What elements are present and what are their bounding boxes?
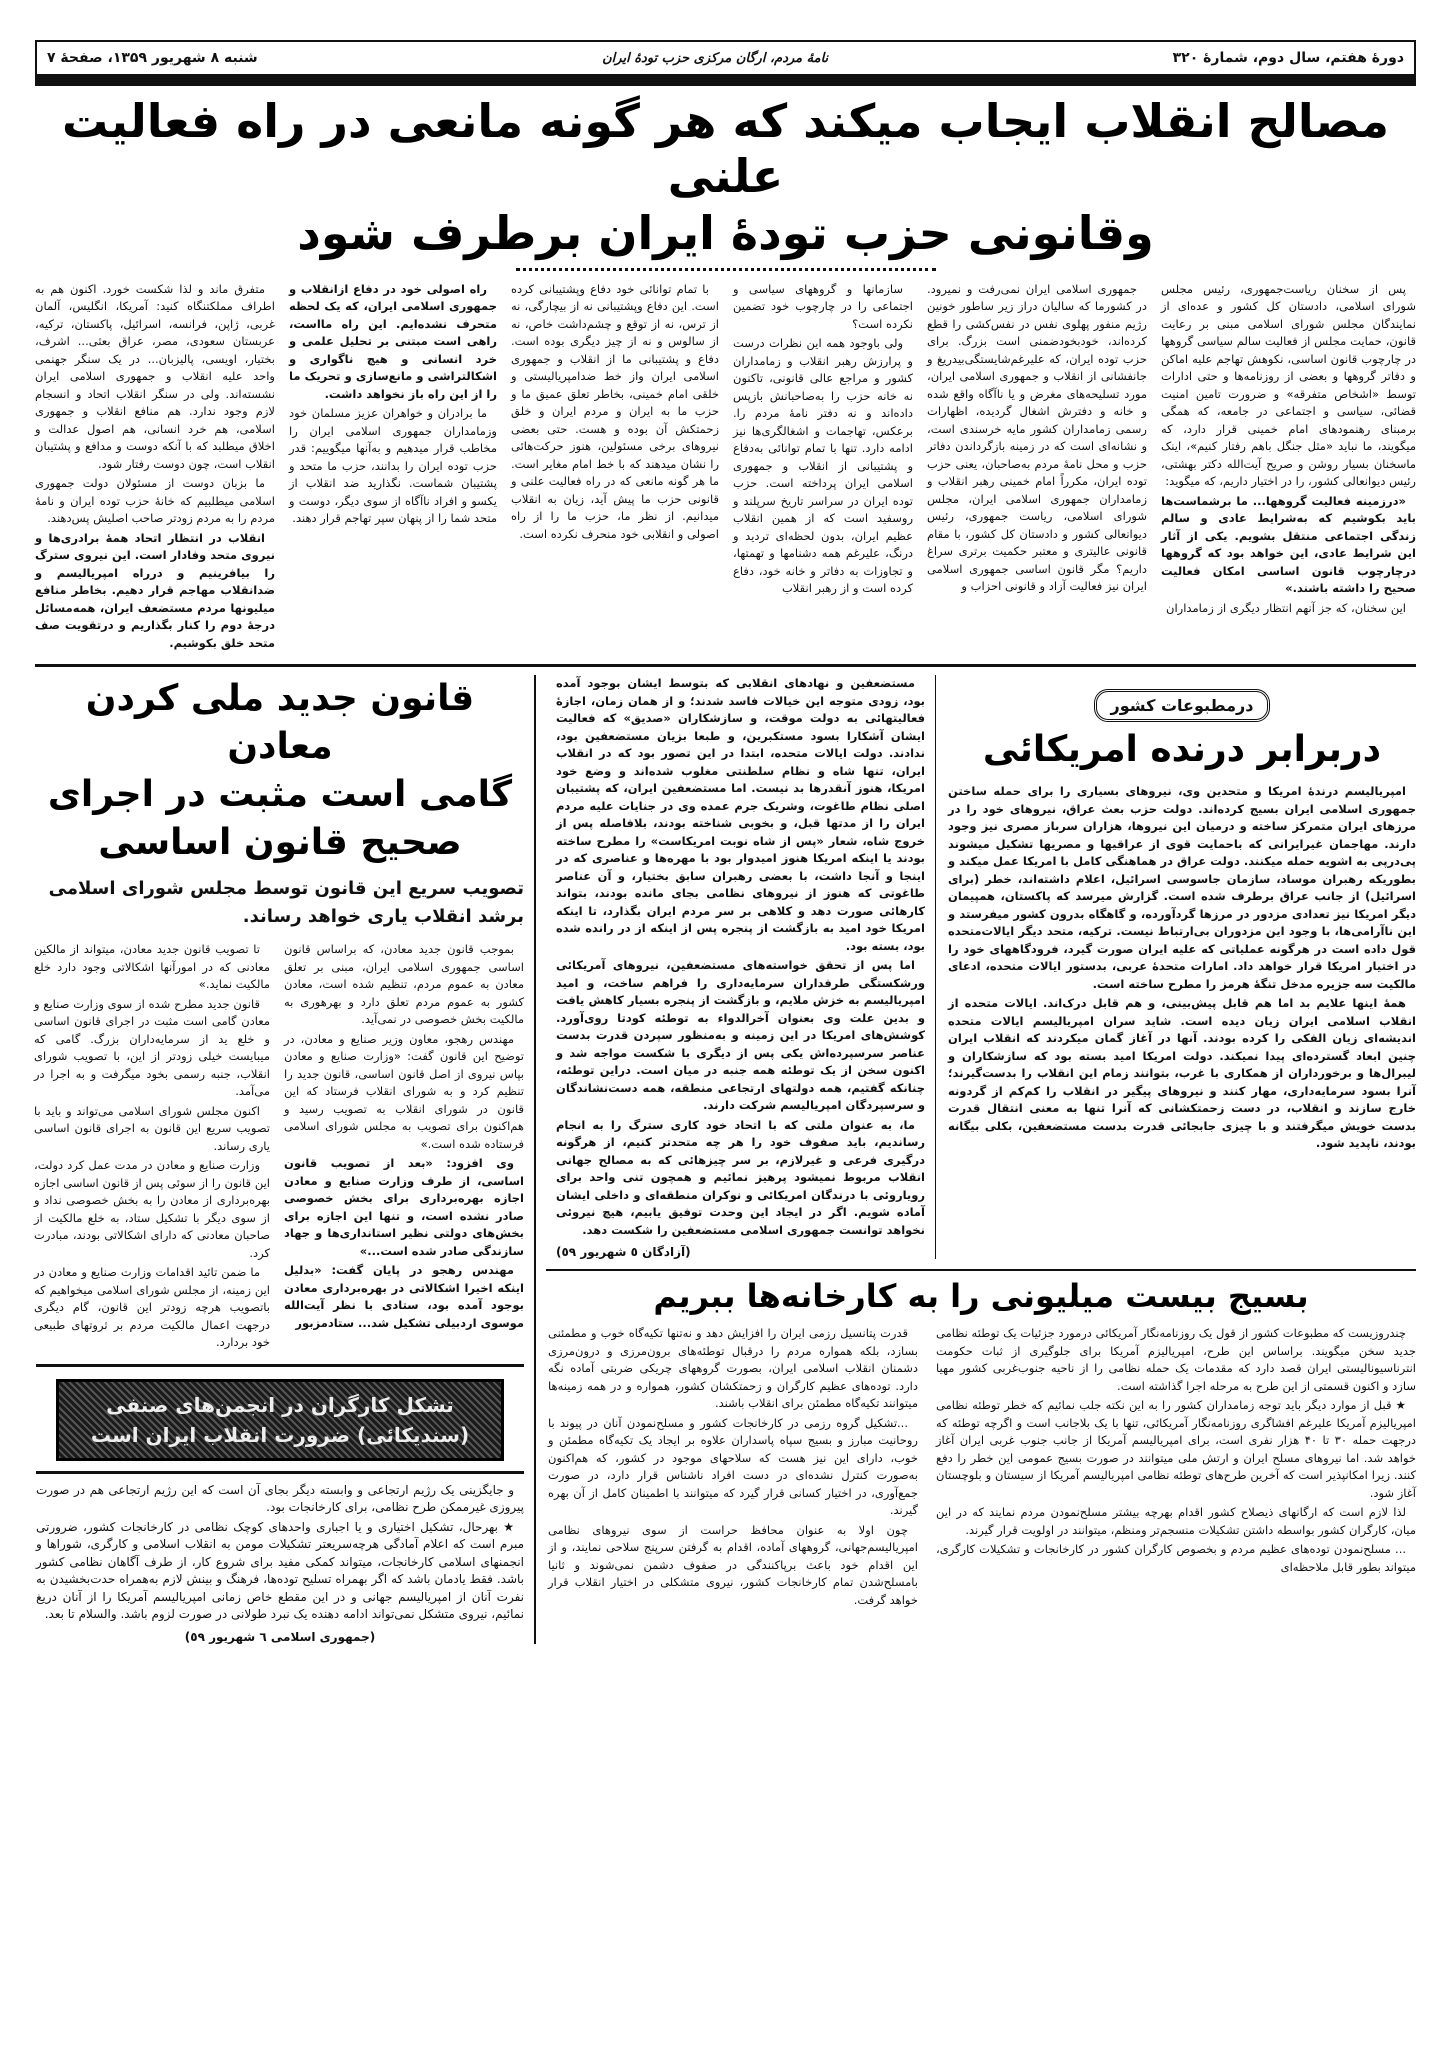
paragraph: ★ قبل از موارد دیگر باید توجه زمامداران کشور را به این نکته جلب نمائیم که خطر توطئه نظامی امپریالیزم آمریکا علیرغم افشاگری روزنامه‌نگار آمریکائی، تنها با یک بلاجانب است و اگرچه توطئه که درجهت حمله ۳۰ تا ۴۰ هزار نفری است، برای امپریالیسم آمریکا از جانب جنوب غربی ایران آغاز خواهد شد. اما نیروهای مسلح ایران و ارتش ملی میتوانند در صورت بسیج عمومی این خطر را دفع کنند. زیرا امکانپذیر است که آخرین طرح‌های توطئه نظامی امپریالیسم آمریکا از سیستان و بلوچستان آغاز شود. [936,1398,1416,1500]
lead-columns [35,281,1416,655]
mobilize-column-left [548,1325,918,1611]
paragraph: مهندس رهجو، معاون وزیر صنایع و معادن، در توضیح این قانون گفت: «وزارت صنایع و معادن بپاس نیروی از اصل قانون اساسی، قانون جدید را تنظیم کرد و به شورای انقلاب فرستاد که این قانون در شورای انقلاب به تصویب رسید و هم‌اکنون برای تصویب به مجلس شورای اسلامی فرستاده شده است.» [284,1031,524,1151]
lead-column-2 [927,281,1147,598]
press-headline: دربرابر درنده امریکائی [982,729,1382,771]
newspaper-title: نامهٔ مردم، ارگان مرکزی حزب تودهٔ ایران [602,50,829,66]
unions-body [36,1482,524,1624]
paragraph: ...تشکیل گروه رزمی در کارخانجات کشور و مسلح‌نمودن آنان در پیوند با روحانیت مبارز و بسیج سپاه پاسداران علاوه بر ایجاد یک تکیه‌گاه مطمئن و خوب، دارای این نیز هست که سلاحهای موجود در کشور، که هم‌اکنون به‌صورت کنترل نشده‌ای در دست افراد ناشناس قرار دارد، در صورت جمع‌آوری، در اختیار کسانی قرار گیرد که میتوانند با اطمینان کامل از آن بهره گیرند. [548,1415,918,1518]
paragraph: و جایگزینی یک رژیم ارتجاعی و وابسته دیگر بجای آن است که این رژیم ارتجاعی هم در صورت پیروزی غیرممکن طرح نظامی، برای کارخانجات بود. [36,1482,524,1515]
press-section-label: درمطبوعات کشور [1094,689,1271,722]
paragraph: همهٔ اینها علایم بد اما هم قابل پیش‌بینی، و هم قابل درک‌اند. ایالات متحده از انقلاب اسلامی ایران زیان دیده است. شاید سران امپریالیسم ایالات متحده اندیشه‌ای زیان الفکی را کرده بودند. آنها در آغاز گمان میکردند که انقلاب ایران چنین ابعاد گسترده‌ای پیدا نمیکند. دولت امریکا امید بسته بود که سازشکاران و لیبرال‌ها و برخورداران از همکاری با غرب، بتوانند زمام این انقلاب را بدست‌گیرند؛ آنرا بسود سرمایه‌داری، مهار کنند و نیروهای پیگیر در انقلاب را کم‌کم از گردونه خارج سازند و انقلاب، در دست زحمتکشانی که آنرا تنها به معنی انتقال قدرت بدست خویش میگرفتند و با چیزی جابجائی قدرت بدست مستضعفین، بکلی بیگانه بودند، ناپدید شود. [948,996,1416,1151]
paragraph: وزارت صنایع و معادن در مدت عمل کرد دولت، این قانون را از سوئی پس از قانون اساسی اجازه بهره‌برداری از معادن را به بخش خصوصی نداد و از سوی دیگر با تشکیل ستاد، به خلع مالکیت از صاحبان معادنی که دارای اشکالاتی بودند، مبادرت کرد. [34,1158,270,1260]
press-article [936,675,1416,1155]
paragraph: ★ بهرحال، تشکیل اختیاری و یا اجباری واحدهای کوچک نظامی در کارخانجات کشور، ضرورتی مبرم است که اعلام آمادگی هرچه‌سریعتر تشکیلات مومن به انقلاب اسلامی و کارگری، شوراها و انجمنهای اسلامی کارخانجات، میتواند کمکی مفید برای شروع کار، از طرف آگاهان نظامی کشور باشد. فقط یادمان باشد که اگر بهمراه تسلیح توده‌ها، فرهنگ و بینش لازم به‌همراه حدت‌بخشیدن به نفرت آنان از امپریالیسم جهانی و در این مقطع خاص زمانی امپریالیسم آمریکا را از آنان دریغ نمائیم، نیروی متشکل نمی‌تواند ادامه دهنده یک نبرد طولانی در صورت لزوم باشد. والسلام تا بعد. [36,1519,524,1622]
paragraph: مهندس رهجو در پایان گفت: «بدلیل اینکه اخیرا اشکالاتی در بهره‌برداری معادن بوجود آمده بود، ستادی با نظر آیت‌الله موسوی اردبیلی تشکیل شد... ستادمزبور [284,1263,524,1330]
mines-column-right [284,941,524,1334]
lead-column-4 [289,281,719,544]
paragraph: پس از سخنان ریاست‌جمهوری، رئیس مجلس شورای اسلامی، دادستان کل کشور و عده‌ای از نمایندگان مجلس شورای اسلامی مبنی بر رعایت قانون، حمایت مجلس از فعالیت سالم سیاسی گروهها در چارچوب قانون اساسی، نکوهش تهاجم علیه اماکن و دفاتر گروهها و بعضی از روزنامه‌ها و حتی ادارات توسط «اشخاص متفرقه» و ضرورت تامین امنیت قضائی، سیاسی و اجتماعی در جامعه، که همگی برمبنای رهنمودهای امام خمینی قرار دارد، که میگویند، ما نباید «مثل جنگل باهم رفتار کنیم»، اینک ماسخنان بسیار روشن و صریح آیت‌الله دکتر بهشتی، رئیس دیوانعالی کشور، را در اختیار داریم، که میگوید: [1161,281,1416,489]
lead-headline-line1: مصالح انقلاب ایجاب میکند که هر گونه مانعی در راه فعالیت علنی [61,94,1390,204]
paragraph: جمهوری اسلامی ایران نمی‌رفت و نمیرود. در کشورما که سالیان دراز زیر ساطور خونین رژیم منفور پهلوی نفس در نفس‌کشی را قطع کرده‌اند، خودبخودضمنی است بزرگ. برای حزب توده ایران، که علیرغم‌شایستگی‌بیدریغ و جانفشانی از انقلاب و جمهوری اسلامی ایران، مورد تسلیحه‌های مغرض و یا ناآگاه واقع شده و خانه و دفترش اشغال گردیده، اظهارات رسمی زمامداران کشور مایه خرسندی است، و نشانه‌ای است که در زمینه بازگرداندن دفاتر حزب و محل نامهٔ مردم به‌صاحبان، یعنی حزب توده ایران، مکرراً امام خمینی رهبر انقلاب و زمامداران جمهوری اسلامی ایران، مجلس شورای اسلامی، ریاست جمهوری، رئیس دیوانعالی کشور و دادستان کل کشور، با مقام قانونی عالیتری و معتبر حکمیت برتری سراغ داریم؟ مگر قانون اساسی جمهوری اسلامی ایران نیز فعالیت آزاد و قانونی احزاب و [927,281,1147,594]
paragraph: این سخنان، که جز آنهم انتظار دیگری از زمامداران [1166,600,1406,615]
unions-divider [36,1471,524,1474]
paragraph: انقلاب در انتظار اتحاد همهٔ برادری‌ها و نیروی متحد وفادار است. این نیروی سترگ را بیافرینیم و درراه امپریالیسم و ضدانقلاب مهاجم قرار دهیم. بخاطر منافع میلیونها مردم مستضعف ایران، همه‌مسائل درجهٔ دوم را کنار بگذاریم و درتقویت صف متحد خلق بکوشیم. [35,530,275,650]
unions-source: (جمهوری اسلامی ٦ شهریور ٥٩) [184,1629,376,1644]
mobilize-top-rule [546,1269,1416,1271]
press-body [948,783,1416,1153]
paragraph: راه اصولی خود در دفاع ازانقلاب و جمهوری اسلامی ایران، که یک لحظه متحرف نشده‌ایم. این راه مااست، راهی است مبتنی بر تحلیل علمی و خرد انسانی و هیچ ناگواری و اشکالتراشی و مانع‌سازی و تحریک ما را از این راه باز نخواهد داشت. [289,281,497,401]
paragraph: ولی باوجود همه این نظرات درست و پرارزش رهبر انقلاب و زمامداران کشور و مراجع عالی قانونی، تاکنون نه خانه حزب را به‌صاحبانش بازپس داده‌اند و نه دفتر نامهٔ مردم را. برعکس، تهاجمات و اشغالگری‌ها نیز ادامه دارد. تنها با تمام توانائی به‌دفاع و پشتیبانی از انقلاب و جمهوری اسلامی ایران پرداخته است. حزب توده ایران در سراسر تاریخ سرپلند و روسفید است که از همین انقلاب عظیم ایران، بدون لحظه‌ای تردید و درنگ، علیرغم همه دشنامها و تهمتها، و تجاوزات به دفاتر و خانه خود، دفاع کرده است و از رهبر انقلاب [733,336,913,596]
paragraph: مستضعفین و نهادهای انقلابی که بتوسط ایشان بوجود آمده بود، زودی متوجه این خیالات فاسد شدند؛ و از همان زمان، اجازهٔ فعالیتهائی به دولت موقت، و سازشکاران «صدیق» که فعالیت ایشان آشکارا بسود مستکبرین، و طبعا بزیان مستضعفین بود، ندادند. دولت ایالات متحده، ابتدا در این تصور بود که در انقلاب ایران، تنها شاه و نظام سلطنتی مغلوب شده‌اند و وضع خود امریکا، هنوز آنقدرها بد نیست. اما مستضعفین ایران، که پشتیبان اصلی نظام طاغوت، وشریک جرم عمده وی در جنایات علیه مردم ایران را از مدتها قبل، و بخوبی شناخته بودند، بلافاصله پس از خروج شاه، شعار «پس از شاه نوبت امریکاست» را مطرح ساخته بودند یا اینکه امریکا هنوز امیدوار بود با مهره‌ها و عناصری که در اینجا و آنجا داشت، با بعضی رهبران سابق بختیار، و آن عناصر طاغوتی که هنوز از نیروهای نظامی بجای مانده بودند، بتواند کارهائی صورت دهد و کلاهی بر سر مردم ایران بگذارد، تا اینکه امریکا خود امید به بازگشت از پنجره پس از اینکه از در رانده شده بود، بسته بود. [556,676,925,953]
mobilize-column-right [936,1325,1416,1578]
text-line: صحیح قانون اساسی [98,822,462,864]
column-row [546,675,1416,1259]
paragraph: ما ضمن تائید اقدامات وزارت صنایع و معادن در این زمینه، از مجلس شورای اسلامی میخواهیم که باتصویب هرچه زودتر این قانون، گام دیگری درجهت اعمال مالکیت مردم بر ثروتهای طبیعی خود بردارد. [34,1265,270,1350]
paragraph: چندروزیست که مطبوعات کشور از قول یک روزنامه‌نگار آمریکائی درمورد جزئیات یک توطئه نظامی جدید سخن میگویند. براساس این طرح، امپریالیزم آمریکا برای جلوگیری از ثبات حکومت انترناسیونالیستی ایران قصد دارد که مقدمات یک حمله نظامی را از ناحیه جنوب‌غربی کشور مهیا سازد و اکنون قسمتی از این طرح به مرحله اجرا گذاشته است. [936,1326,1416,1393]
paragraph: تا تصویب قانون جدید معادن، میتواند از مالکین معادنی که در امورآنها اشکالاتی وجود دارد خلع مالکیت نماید.» [34,942,270,992]
paragraph: اما پس از تحقق خواسته‌های مستضعفین، نیروهای آمریکائی ورشکستگی طرفداران سرمایه‌داری را فراهم ساخت، و امید امپریالیسم به خزش ملایم، و بازگشت از پنجره بسیار کاهش یافت و بدین علت وی بعنوان آخرالدواء به توطئه کودتا روی‌آورد. کوشش‌های امریکا در این زمینه و به‌منظور سپردن قدرت بدست عناصر سرسپرده‌اش یکی پس از دیگری با شکست مواجه شد و اکنون سخن از یک توطئه همه جنبه در میان است. دراین توطئه، چنانکه گفتیم، همه دولتهای ارتجاعی منطقه، همه دست‌نشاندگان و سرسپردگان امپریالیسم شرکت دارند. [556,958,925,1113]
paragraph: وی افزود: «بعد از تصویب قانون اساسی، از طرف وزارت صنایع و معادن اجازه بهره‌برداری برای بخش خصوصی صادر نشده است، و تنها این اجازه برای بخش‌های دولتی نظیر استانداری‌ها و جهاد سازندگی صادر شده است...» [284,1156,524,1258]
column-row [546,1325,1416,1611]
middle-source: (آزادگان ٥ شهریور ٥٩) [556,1245,691,1260]
paragraph: چون اولا به عنوان محافظ حراست از سوی نیروهای نظامی امپریالیسم‌جهانی، گروههای آماده، اقدام به گرفتن سرپنج سلاحی نمایند، و از این اقدام خود باعث برپاکنندگی در صفوف دشمن نمی‌شوند و ثانیا بامسلح‌شدن تمام کارخانجات کشور، نیروی متشکلی در اختیار انقلاب قرار خواهد گرفت. [548,1522,918,1607]
middle-article [546,675,936,1259]
mobilize-headline: بسیج بیست میلیونی را به کارخانه‌ها ببریم [653,1277,1309,1316]
paragraph: لذا لازم است که ارگانهای ذیصلاح کشور اقدام بهرچه بیشتر مسلح‌نمودن مردم نمایند که در این میان، کارگران کشور بواسطه داشتن تشکیلات منسجم‌تر ومنظم، میتوانند در اولویت قرار گیرند. [936,1505,1416,1537]
mines-headline [36,675,524,867]
paragraph: قدرت پتانسیل رزمی ایران را افزایش دهد و نه‌تنها تکیه‌گاه خوب و مطمئنی بسازد، بلکه همواره مردم را درقبال توطئه‌های برون‌مرزی و درون‌مرزی دشمنان انقلاب اسلامی ایران، بصورت گروههای چریکی ضربتی آماده نگه دارد. توده‌های عظیم کارگران و زحمتکشان کشور، همواره و در همه زمینه‌ها میتوانند تکیه‌گاه مطمئن برای انقلاب باشند. [548,1326,918,1411]
lead-column-3 [733,281,913,600]
headline-divider [516,268,936,271]
lead-column-5 [35,281,275,655]
paragraph: ما، به عنوان ملتی که با اتحاد خود کاری سترگ را به انجام رساندیم، باید صفوف خود را هر چه متحدتر کنیم، از هرگونه درگیری فرعی و غیرلازم، بر سر چیزهائی که به مصالح جهانی انقلاب مربوط نمیشود پرهیز نمائیم و همچون تنی واحد برای رویاروئی با درندگان امریکائی و نوکران منطقه‌ای و داخلی ایشان آماده شویم. اگر در ایجاد این وحدت توفیق یابیم، هیچ نیروئی نخواهد توانست جمهوری اسلامی مستضعفین را شکست دهد. [556,1117,925,1237]
paragraph: با تمام توانائی خود دفاع وپشتیبانی کرده است. این دفاع وپشتیبانی نه از بیچارگی، نه از ترس، نه از توقع و چشم‌داشت خاص، نه از سالوس و نه از چیز دیگری بوده است. دفاع و پشتیبانی ما از انقلاب و جمهوری اسلامی ایران واز خط ضدامپریالیستی و خلقی امام خمینی، بخاطر تعلق عمیق ما و حزب ما به ایران و مردم ایران و خلق زحمتکش آن بوده و هست. حتی بعضی نیروهای برخی مسئولین، هنوز حرکت‌هائی را نشان میدهند که با خط امام مغایر است. ما هر گونه مانعی که در راه فعالیت علنی و قانونی حزب ما پیش آید، زیان به انقلاب میدانیم. از نظر ما، حزب ما را از راه اصولی و انقلابی خود منحرف نکرده است. [511,281,719,541]
mines-subhead: تصویب سریع این قانون توسط مجلس شورای اسلامی برشد انقلاب یاری خواهد رساند. [48,878,524,928]
paragraph: متفرق ماند و لذا شکست خورد. اکنون هم به اطراف مملکتنگاه کنید: آمریکا، انگلیس، آلمان غربی، ژاپن، فرانسه، اسرائیل، پاکستان، ترکیه، عربستان سعودی، مصر، عراق بعثی... اشرف، بختیار، اویسی، پالیزبان... در یک سنگر جهنمی واحد علیه انقلاب و جمهوری اسلامی ایران نشسته‌اند. ولی در سنگر انقلاب اتحاد و انسجام لازم وجود ندارد. هم منافع انقلاب و جمهوری اسلامی، هم خرد انسانی، هم اصول عدالت و اخلاق میطلبد که با آنکه دوست و مدافع و پشتیبان انقلاب است، چون دوست رفتار شود. [35,281,275,471]
bottom-section [35,675,1416,1644]
paragraph: قانون جدید مطرح شده از سوی وزارت صنایع و معادن گامی است مثبت در اجرای قانون اساسی و خلع ید از سرمایه‌داران بزرگ. گامی که میبایست خیلی زودتر از این، با تصویب شورای انقلاب، جنبه رسمی بخود میگرفت و به اجرا در می‌آمد. [34,996,270,1099]
paragraph: ما بزبان دوست از مسئولان دولت جمهوری اسلامی میطلبیم که خانهٔ حزب توده ایران و نامهٔ مردم را به مردم زودتر صاحب اصلیش پس‌دهند. [35,476,275,526]
text-line: قانون جدید ملی کردن معادن [85,678,475,768]
text-line: گامی است مثبت در اجرای [47,774,513,816]
paragraph: سازمانها و گروههای سیاسی و اجتماعی را در چارچوب خود تضمین نکرده است؟ [733,281,913,331]
paragraph: ... مسلح‌نمودن توده‌های عظیم مردم و بخصوص کارگران کشور در کارخانجات و تشکیلات کارگری، میتواند بطور قابل ملاحظه‌ای [936,1542,1416,1574]
paragraph: بموجب قانون جدید معادن، که براساس قانون اساسی جمهوری اسلامی ایران، مبنی بر تعلق معادن به عموم مردم، تنظیم شده است، معادن کشور به عموم مردم تعلق دارد و بهرهوری به مالکیت بخش خصوصی در نمی‌آید. [284,942,524,1027]
issue-number: دورهٔ هفتم، سال دوم، شمارهٔ ۳۲۰ [1172,50,1404,66]
bottom-right-block [536,675,1416,1611]
unions-headline-box: تشکل کارگران در انجمن‌های صنفی (سندیکائی) ضرورت انقلاب ایران است [56,1379,504,1461]
section-divider [35,664,1416,667]
paragraph: ما برادران و خواهران عزیز مسلمان خود وزمامداران جمهوری اسلامی ایران را مخاطب قرار میدهیم و به‌آنها میگوییم: قدر حزب توده ایران را بدانند، حزب ما متحد و پشتیبان شماست. نگذارید ضد انقلاب از یکسو و افراد ناآگاه از سوی دیگر، دوست و متحد شما را از پنهان سپر تهاجم قرار دهند. [289,406,497,526]
paragraph: «درزمینه فعالیت گروهها... ما برشماست‌ها باید بکوشیم که به‌شرایط عادی و سالم زندگی اجتماعی منتقل بشویم. یکی از آثار این شرایط عادی، این خواهد بود که گروهها درچارچوب قانون اساسی امکان فعالیت صحیح را داشته باشند.» [1161,493,1416,596]
lead-column-1 [1161,281,1416,620]
middle-article-body [556,675,925,1239]
paragraph: اکنون مجلس شورای اسلامی می‌تواند و باید با تصویب سریع این قانون به اجرای قانون اساسی یاری رساند. [34,1103,270,1153]
paragraph: امپریالیسم درندهٔ امریکا و متحدین وی، نیروهای بسیاری را برای حمله ساختن جمهوری اسلامی ایران بسیج کرده‌اند. دولت حزب بعث عراق، نیروهای خود را در مرزهای ایران متمرکز ساخته و درمیان این نیروها، هزاران سرباز مصری نیز وجود دارند. مهاجمان غیرایرانی که باحمایت قوی از عراقیها و مصریها تشکیل میشوند پی‌درپی به اشویه حمله میکنند. دولت عراق در هماهنگی کامل با امریکا عمل میکند و بطوریکه رهبران موساد، سازمان جاسوسی اسرائیل، اعلام داشته‌اند، خطر (برای اسرائیل) از جانب عراق برطرف شده است. گزارش میرسد که پاکستان، همپیمان دیگر امریکا نیز تعدادی مزدور در مرزها گردآورده، و گاهگاه بدرون کشور میفرستد و این ناآرامی‌ها، با وجود این مزدوران بی‌ارتباط نیست. ترکیه، متحد دیگر ایالات‌متحده قول داده است در هرگونه عملیاتی که علیه ایران صورت گیرد، فرودگاههای خود را در اختیار امریکا قرار خواهد داد. امارات متحدهٔ عربی، بدستور ایالات متحده، ادعای مالکیت سه جزیره مدخل تنگهٔ هرمز را مطرح ساخته است. [948,784,1416,991]
bottom-left-block [36,675,536,1644]
masthead-bar [35,74,1416,86]
date-and-page: شنبه ۸ شهریور ۱۳۵۹، صفحهٔ ۷ [47,50,258,66]
masthead [35,40,1416,74]
mines-divider [36,1364,524,1367]
column-row [36,941,524,1354]
mines-column-left [34,941,270,1354]
lead-headline-line2: وقانونی حزب تودهٔ ایران برطرف شود [297,206,1154,261]
